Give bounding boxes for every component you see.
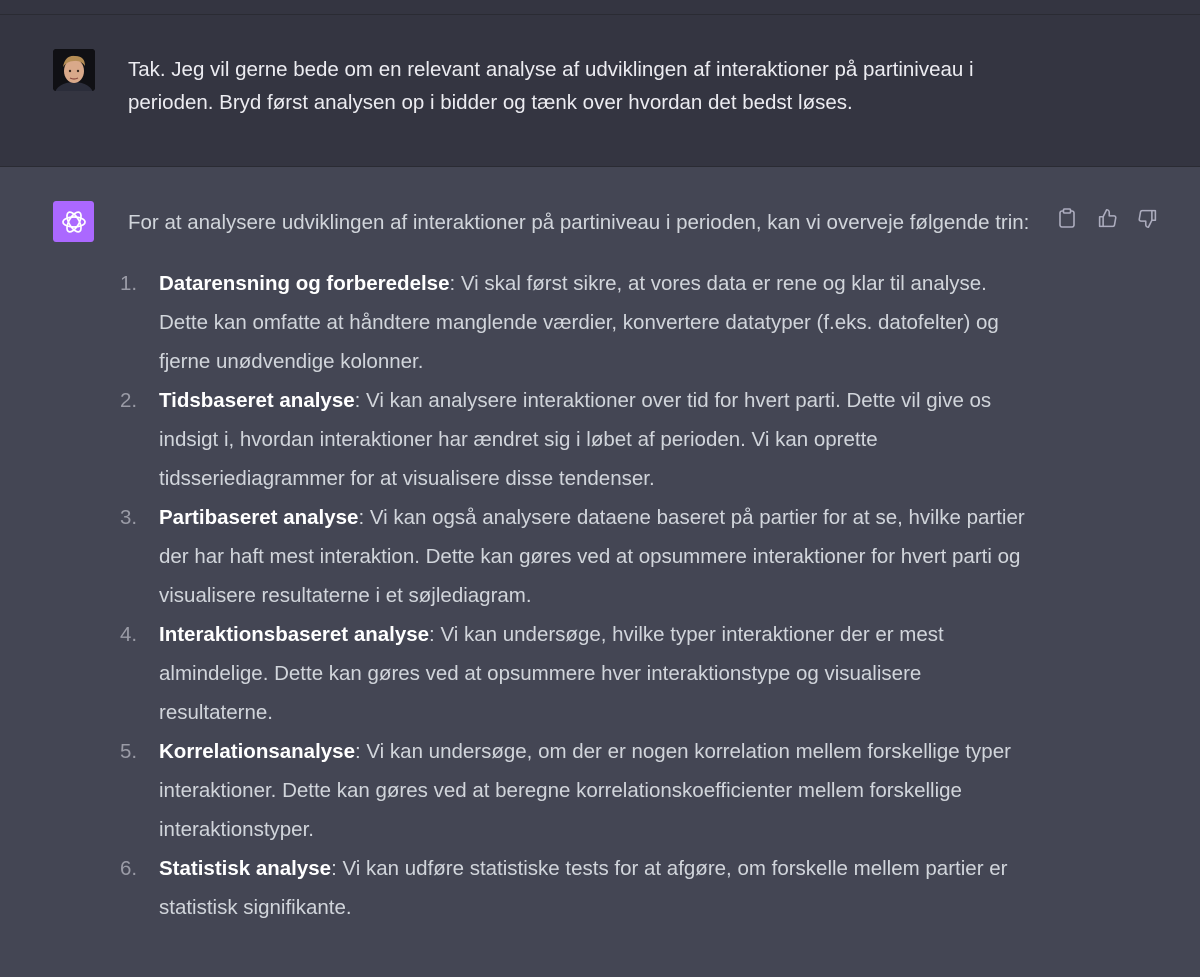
assistant-message	[0, 167, 1200, 977]
step-text: : Vi skal først sikre, at vores data er rene og klar til analyse. Dette kan omfatte at håndtere manglende værdier, konvertere datatyper (f.eks. datofelter) og fjerne unødvendige kolonner.	[159, 272, 999, 373]
list-item	[120, 381, 1038, 498]
thumbs-down-icon[interactable]	[1136, 207, 1158, 229]
list-item	[120, 732, 1038, 849]
step-title: Partibaseret analyse	[159, 506, 359, 529]
list-number: 1.	[120, 272, 138, 295]
list-number: 2.	[120, 389, 138, 412]
list-number: 6.	[120, 857, 138, 880]
list-item	[120, 498, 1038, 615]
list-item	[120, 264, 1038, 381]
list-number: 4.	[120, 623, 138, 646]
step-title: Interaktionsbaseret analyse	[159, 623, 430, 646]
list-item	[120, 615, 1038, 732]
user-message-text: Tak. Jeg vil gerne bede om en relevant analyse af udviklingen af interaktioner på partiniveau i perioden. Bryd først analysen op i bidder og tænk over hvordan det bedst løses.	[128, 58, 974, 114]
list-number: 5.	[120, 740, 138, 763]
step-text: : Vi kan analysere interaktioner over tid for hvert parti. Dette vil give os indsigt i, hvordan interaktioner har ændret sig i løbet af perioden. Vi kan oprette tidsseriediagrammer for at visualisere disse tendenser.	[159, 389, 992, 490]
list-item	[120, 849, 1038, 927]
message-actions	[1056, 207, 1158, 229]
clipboard-icon[interactable]	[1056, 207, 1078, 229]
steps-list	[120, 264, 1038, 927]
openai-logo-icon	[53, 201, 94, 242]
step-text: : Vi kan undersøge, hvilke typer interaktioner der er mest almindelige. Dette kan gøres ved at opsummere hver interaktionstype og visualisere resultaterne.	[159, 623, 944, 724]
list-number: 3.	[120, 506, 138, 529]
step-text: : Vi kan også analysere dataene baseret på partier for at se, hvilke partier der har haft mest interaktion. Dette kan gøres ved at opsummere interaktioner for hvert parti og visualisere resultaterne i et søjlediagram.	[159, 506, 1025, 607]
user-avatar	[53, 49, 95, 91]
top-strip	[0, 0, 1200, 15]
step-title: Tidsbaseret analyse	[159, 389, 355, 412]
assistant-message-content	[120, 203, 1038, 927]
step-title: Statistisk analyse	[159, 857, 332, 880]
assistant-intro: For at analysere udviklingen af interaktioner på partiniveau i perioden, kan vi overveje følgende trin:	[128, 211, 1030, 234]
step-title: Korrelationsanalyse	[159, 740, 355, 763]
user-message	[0, 15, 1200, 167]
step-title: Datarensning og forberedelse	[159, 272, 450, 295]
user-avatar-image	[53, 49, 95, 91]
thumbs-up-icon[interactable]	[1096, 207, 1118, 229]
step-text: : Vi kan undersøge, om der er nogen korrelation mellem forskellige typer interaktioner. Dette kan gøres ved at beregne korrelationskoefficienter mellem forskellige interaktionstyper.	[159, 740, 1011, 841]
step-text: : Vi kan udføre statistiske tests for at afgøre, om forskelle mellem partier er statistisk signifikante.	[159, 857, 1008, 919]
